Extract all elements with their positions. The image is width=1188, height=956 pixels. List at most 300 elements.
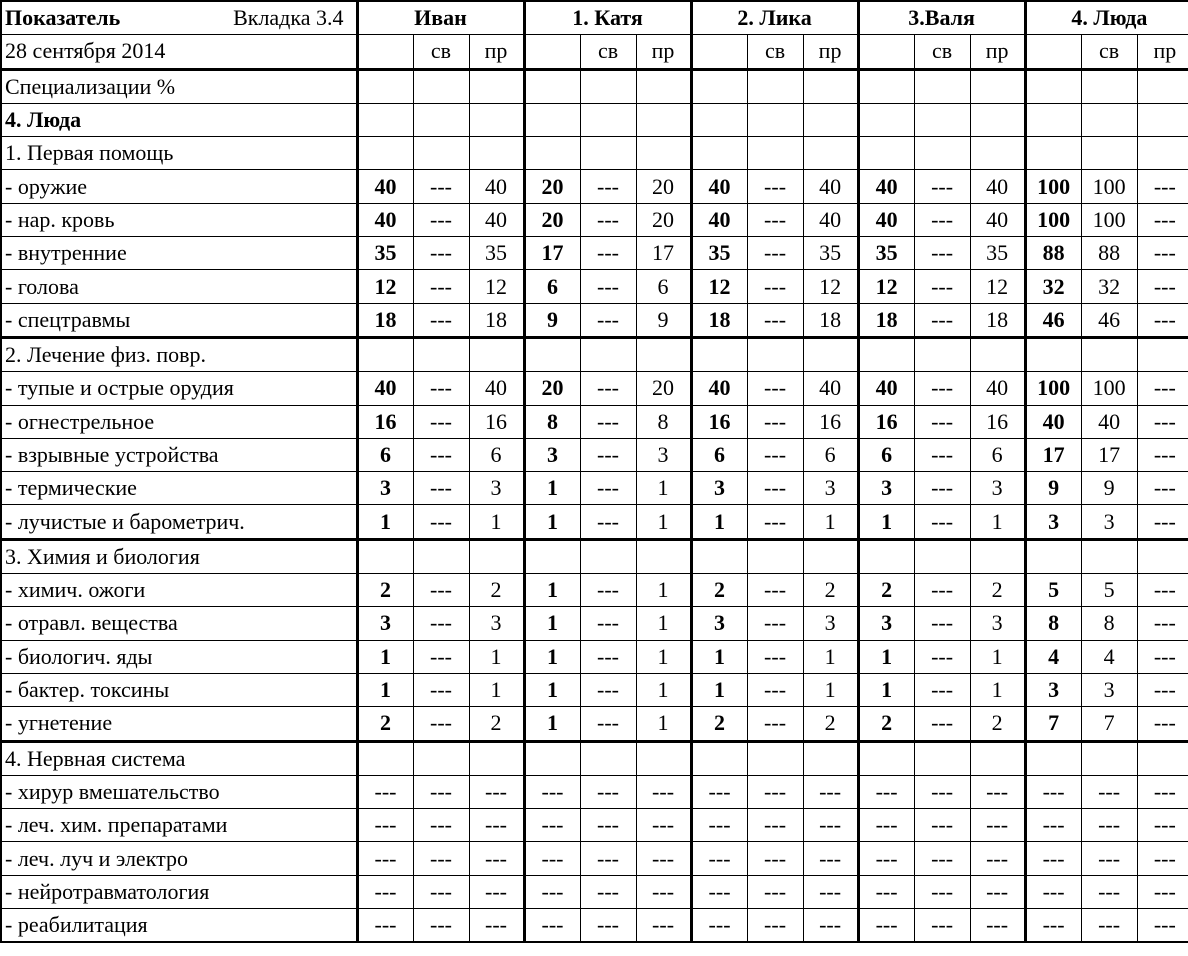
value-pr: --- [970,809,1025,842]
value-sv: 100 [1081,170,1137,203]
value-pr: 9 [636,303,691,337]
value-total: 40 [858,203,914,236]
subheader-sv: св [1081,35,1137,69]
value-total: 35 [858,237,914,270]
value-pr: 18 [469,303,524,337]
row-label: - нар. кровь [1,203,357,236]
subheader-empty [524,35,580,69]
value-total: 4 [1025,640,1081,673]
value-pr: --- [1137,472,1188,505]
value-sv: --- [580,842,636,875]
row-label: - огнестрельное [1,405,357,438]
row-label: - биологич. яды [1,640,357,673]
value-pr: --- [636,775,691,808]
value-total: --- [357,875,413,908]
table-row [1,842,1188,875]
value-total: 2 [691,574,747,607]
empty-cell [524,741,580,775]
section-row [1,337,1188,371]
value-sv: --- [580,472,636,505]
value-total: 3 [1025,505,1081,539]
value-pr: --- [803,875,858,908]
empty-cell [803,539,858,573]
value-total: 5 [1025,574,1081,607]
value-pr: --- [1137,809,1188,842]
empty-cell [1081,337,1137,371]
empty-cell [970,69,1025,103]
value-sv: --- [1081,809,1137,842]
empty-cell [469,69,524,103]
value-sv: 4 [1081,640,1137,673]
value-total: 1 [858,673,914,706]
value-sv: --- [914,809,970,842]
value-pr: --- [970,909,1025,943]
section-row [1,741,1188,775]
empty-cell [858,103,914,136]
row-label: - оружие [1,170,357,203]
value-pr: 1 [636,640,691,673]
empty-cell [636,137,691,170]
value-pr: 3 [803,472,858,505]
empty-cell [413,137,469,170]
value-total: 3 [357,472,413,505]
value-sv: --- [747,673,803,706]
value-total: 18 [858,303,914,337]
value-total: 16 [357,405,413,438]
value-sv: --- [580,237,636,270]
value-total: 1 [524,607,580,640]
row-label: - отравл. вещества [1,607,357,640]
value-sv: 9 [1081,472,1137,505]
row-label: - леч. хим. препаратами [1,809,357,842]
value-pr: --- [1137,673,1188,706]
value-pr: 3 [803,607,858,640]
table-row [1,775,1188,808]
section-row [1,69,1188,103]
empty-cell [747,337,803,371]
value-pr: --- [469,775,524,808]
value-total: 40 [691,203,747,236]
report-date: 28 сентября 2014 [1,35,357,69]
empty-cell [747,69,803,103]
value-sv: --- [413,875,469,908]
value-total: 1 [524,640,580,673]
value-total: --- [858,775,914,808]
value-total: 18 [357,303,413,337]
table-row [1,505,1188,539]
value-sv: --- [1081,842,1137,875]
value-sv: 88 [1081,237,1137,270]
value-sv: --- [413,775,469,808]
value-pr: --- [1137,707,1188,741]
value-sv: --- [747,909,803,943]
empty-cell [1137,337,1188,371]
value-pr: 1 [636,673,691,706]
value-total: --- [691,809,747,842]
subheader-pr: пр [469,35,524,69]
value-total: 6 [524,270,580,303]
empty-cell [636,741,691,775]
empty-cell [1025,539,1081,573]
table-row [1,303,1188,337]
value-pr: 40 [970,203,1025,236]
value-total: --- [691,875,747,908]
value-sv: 8 [1081,607,1137,640]
subheader-empty [1025,35,1081,69]
value-sv: 3 [1081,505,1137,539]
value-pr: 1 [970,640,1025,673]
value-sv: --- [580,809,636,842]
value-pr: 2 [469,707,524,741]
value-total: 40 [1025,405,1081,438]
value-pr: --- [636,842,691,875]
value-sv: 100 [1081,203,1137,236]
value-total: 2 [858,574,914,607]
value-pr: --- [469,809,524,842]
value-pr: --- [1137,909,1188,943]
empty-cell [803,741,858,775]
value-sv: --- [747,505,803,539]
value-pr: --- [469,842,524,875]
value-total: 40 [357,170,413,203]
value-sv: --- [747,607,803,640]
value-sv: --- [580,303,636,337]
empty-cell [357,741,413,775]
value-sv: --- [413,909,469,943]
value-sv: 3 [1081,673,1137,706]
person-header: Иван [357,1,524,35]
value-pr: 18 [970,303,1025,337]
empty-cell [580,137,636,170]
value-total: 1 [691,673,747,706]
table-row [1,472,1188,505]
value-pr: 1 [469,673,524,706]
value-pr: 3 [636,438,691,471]
person-title: 4. Люда [1,103,357,136]
value-pr: 3 [469,472,524,505]
section-row [1,103,1188,136]
value-pr: 8 [636,405,691,438]
value-sv: --- [580,909,636,943]
value-sv: --- [580,405,636,438]
value-total: 35 [357,237,413,270]
empty-cell [970,103,1025,136]
value-sv: --- [914,640,970,673]
value-pr: 20 [636,372,691,405]
subheader-pr: пр [1137,35,1188,69]
value-pr: --- [1137,842,1188,875]
empty-cell [858,539,914,573]
value-total: 100 [1025,170,1081,203]
header-row [1,1,1188,35]
value-pr: --- [1137,270,1188,303]
empty-cell [524,337,580,371]
value-pr: --- [1137,438,1188,471]
row-label: - лучистые и барометрич. [1,505,357,539]
value-sv: --- [914,673,970,706]
empty-cell [469,741,524,775]
table-row [1,237,1188,270]
value-pr: --- [1137,372,1188,405]
row-label: - леч. луч и электро [1,842,357,875]
value-pr: 20 [636,203,691,236]
value-sv: --- [914,909,970,943]
table-row [1,372,1188,405]
value-sv: --- [413,438,469,471]
empty-cell [1025,69,1081,103]
table-row [1,170,1188,203]
value-total: --- [524,775,580,808]
value-total: 40 [691,372,747,405]
value-pr: --- [1137,303,1188,337]
empty-cell [636,69,691,103]
value-total: 17 [1025,438,1081,471]
value-sv: --- [914,505,970,539]
empty-cell [914,137,970,170]
value-total: 2 [357,574,413,607]
value-total: --- [524,809,580,842]
empty-cell [1025,741,1081,775]
value-pr: 40 [469,203,524,236]
value-sv: 5 [1081,574,1137,607]
value-pr: 1 [970,673,1025,706]
value-pr: --- [1137,203,1188,236]
value-sv: --- [1081,875,1137,908]
value-sv: --- [747,640,803,673]
empty-cell [747,103,803,136]
value-pr: 1 [636,472,691,505]
value-sv: --- [413,574,469,607]
table-row [1,438,1188,471]
value-total: 7 [1025,707,1081,741]
empty-cell [413,69,469,103]
row-label: - взрывные устройства [1,438,357,471]
value-pr: 16 [970,405,1025,438]
subheader-empty [691,35,747,69]
value-sv: --- [747,372,803,405]
value-sv: 100 [1081,372,1137,405]
value-total: --- [1025,909,1081,943]
empty-cell [580,103,636,136]
value-total: --- [357,809,413,842]
empty-cell [524,539,580,573]
empty-cell [747,539,803,573]
value-sv: --- [914,472,970,505]
empty-cell [413,741,469,775]
value-pr: 20 [636,170,691,203]
row-label: - нейротравматология [1,875,357,908]
subheader-empty [357,35,413,69]
value-sv: --- [1081,909,1137,943]
empty-cell [413,337,469,371]
value-sv: --- [914,203,970,236]
value-pr: 1 [803,505,858,539]
value-total: --- [691,909,747,943]
value-sv: --- [747,809,803,842]
value-total: --- [1025,809,1081,842]
value-pr: --- [1137,875,1188,908]
empty-cell [914,69,970,103]
value-total: 46 [1025,303,1081,337]
value-total: 3 [691,472,747,505]
empty-cell [1081,539,1137,573]
value-pr: --- [1137,640,1188,673]
value-total: 1 [524,505,580,539]
value-total: 35 [691,237,747,270]
value-pr: 35 [803,237,858,270]
value-total: --- [858,842,914,875]
empty-cell [691,137,747,170]
empty-cell [1137,539,1188,573]
value-pr: 40 [803,170,858,203]
subheader-sv: св [413,35,469,69]
value-sv: --- [914,303,970,337]
empty-cell [636,103,691,136]
value-total: 20 [524,170,580,203]
value-pr: 1 [636,607,691,640]
value-pr: 1 [636,707,691,741]
value-pr: 40 [970,372,1025,405]
subheader-pr: пр [803,35,858,69]
value-total: 18 [691,303,747,337]
value-total: 3 [357,607,413,640]
table-row [1,909,1188,943]
value-total: 20 [524,203,580,236]
empty-cell [1137,741,1188,775]
value-sv: --- [747,438,803,471]
value-total: 1 [691,640,747,673]
empty-cell [413,103,469,136]
empty-cell [858,741,914,775]
empty-cell [803,337,858,371]
value-sv: --- [413,842,469,875]
empty-cell [914,103,970,136]
empty-cell [747,741,803,775]
value-pr: 40 [970,170,1025,203]
value-pr: --- [970,875,1025,908]
table-row [1,875,1188,908]
value-total: 3 [524,438,580,471]
value-sv: --- [914,875,970,908]
subheader-sv: св [914,35,970,69]
subheader-row [1,35,1188,69]
value-total: 1 [524,673,580,706]
value-total: 40 [357,203,413,236]
section-row [1,539,1188,573]
subheader-sv: св [747,35,803,69]
value-pr: --- [1137,607,1188,640]
empty-cell [691,337,747,371]
value-total: --- [691,775,747,808]
empty-cell [970,741,1025,775]
value-sv: --- [914,405,970,438]
value-pr: 2 [970,574,1025,607]
value-total: 1 [858,505,914,539]
value-pr: --- [970,842,1025,875]
value-total: 40 [357,372,413,405]
value-total: 1 [357,505,413,539]
value-pr: 16 [469,405,524,438]
value-pr: 35 [469,237,524,270]
value-pr: 40 [469,372,524,405]
row-label: - термические [1,472,357,505]
value-sv: --- [580,438,636,471]
value-total: 32 [1025,270,1081,303]
empty-cell [469,337,524,371]
empty-cell [524,103,580,136]
value-total: 1 [524,574,580,607]
empty-cell [469,539,524,573]
value-total: 2 [691,707,747,741]
empty-cell [858,137,914,170]
empty-cell [1081,103,1137,136]
subheader-pr: пр [970,35,1025,69]
value-pr: --- [636,909,691,943]
value-total: 9 [524,303,580,337]
value-pr: --- [1137,775,1188,808]
value-sv: --- [914,270,970,303]
value-sv: --- [413,607,469,640]
value-sv: --- [914,438,970,471]
value-sv: 17 [1081,438,1137,471]
value-pr: 12 [970,270,1025,303]
value-pr: 2 [970,707,1025,741]
value-sv: --- [580,270,636,303]
person-header: 4. Люда [1025,1,1188,35]
value-sv: --- [914,775,970,808]
empty-cell [1081,137,1137,170]
value-pr: 1 [636,505,691,539]
value-total: --- [1025,842,1081,875]
value-total: 20 [524,372,580,405]
value-sv: --- [914,372,970,405]
value-total: --- [1025,875,1081,908]
empty-cell [580,539,636,573]
value-pr: --- [1137,574,1188,607]
value-pr: 2 [469,574,524,607]
empty-cell [636,539,691,573]
empty-cell [357,103,413,136]
value-total: 100 [1025,203,1081,236]
group-title: 2. Лечение физ. повр. [1,337,357,371]
value-sv: --- [580,574,636,607]
value-sv: --- [747,875,803,908]
value-sv: --- [747,405,803,438]
empty-cell [691,741,747,775]
empty-cell [413,539,469,573]
value-sv: --- [413,505,469,539]
value-pr: 1 [636,574,691,607]
value-sv: --- [413,303,469,337]
value-sv: --- [747,707,803,741]
value-pr: 2 [803,707,858,741]
value-total: 8 [524,405,580,438]
value-sv: --- [413,809,469,842]
value-sv: --- [580,505,636,539]
value-sv: --- [747,270,803,303]
value-pr: 2 [803,574,858,607]
empty-cell [691,69,747,103]
value-sv: --- [747,775,803,808]
value-pr: 6 [636,270,691,303]
value-total: 6 [858,438,914,471]
value-sv: --- [747,574,803,607]
value-pr: 3 [970,607,1025,640]
value-total: 8 [1025,607,1081,640]
row-label: - голова [1,270,357,303]
value-sv: --- [580,170,636,203]
row-label: - спецтравмы [1,303,357,337]
